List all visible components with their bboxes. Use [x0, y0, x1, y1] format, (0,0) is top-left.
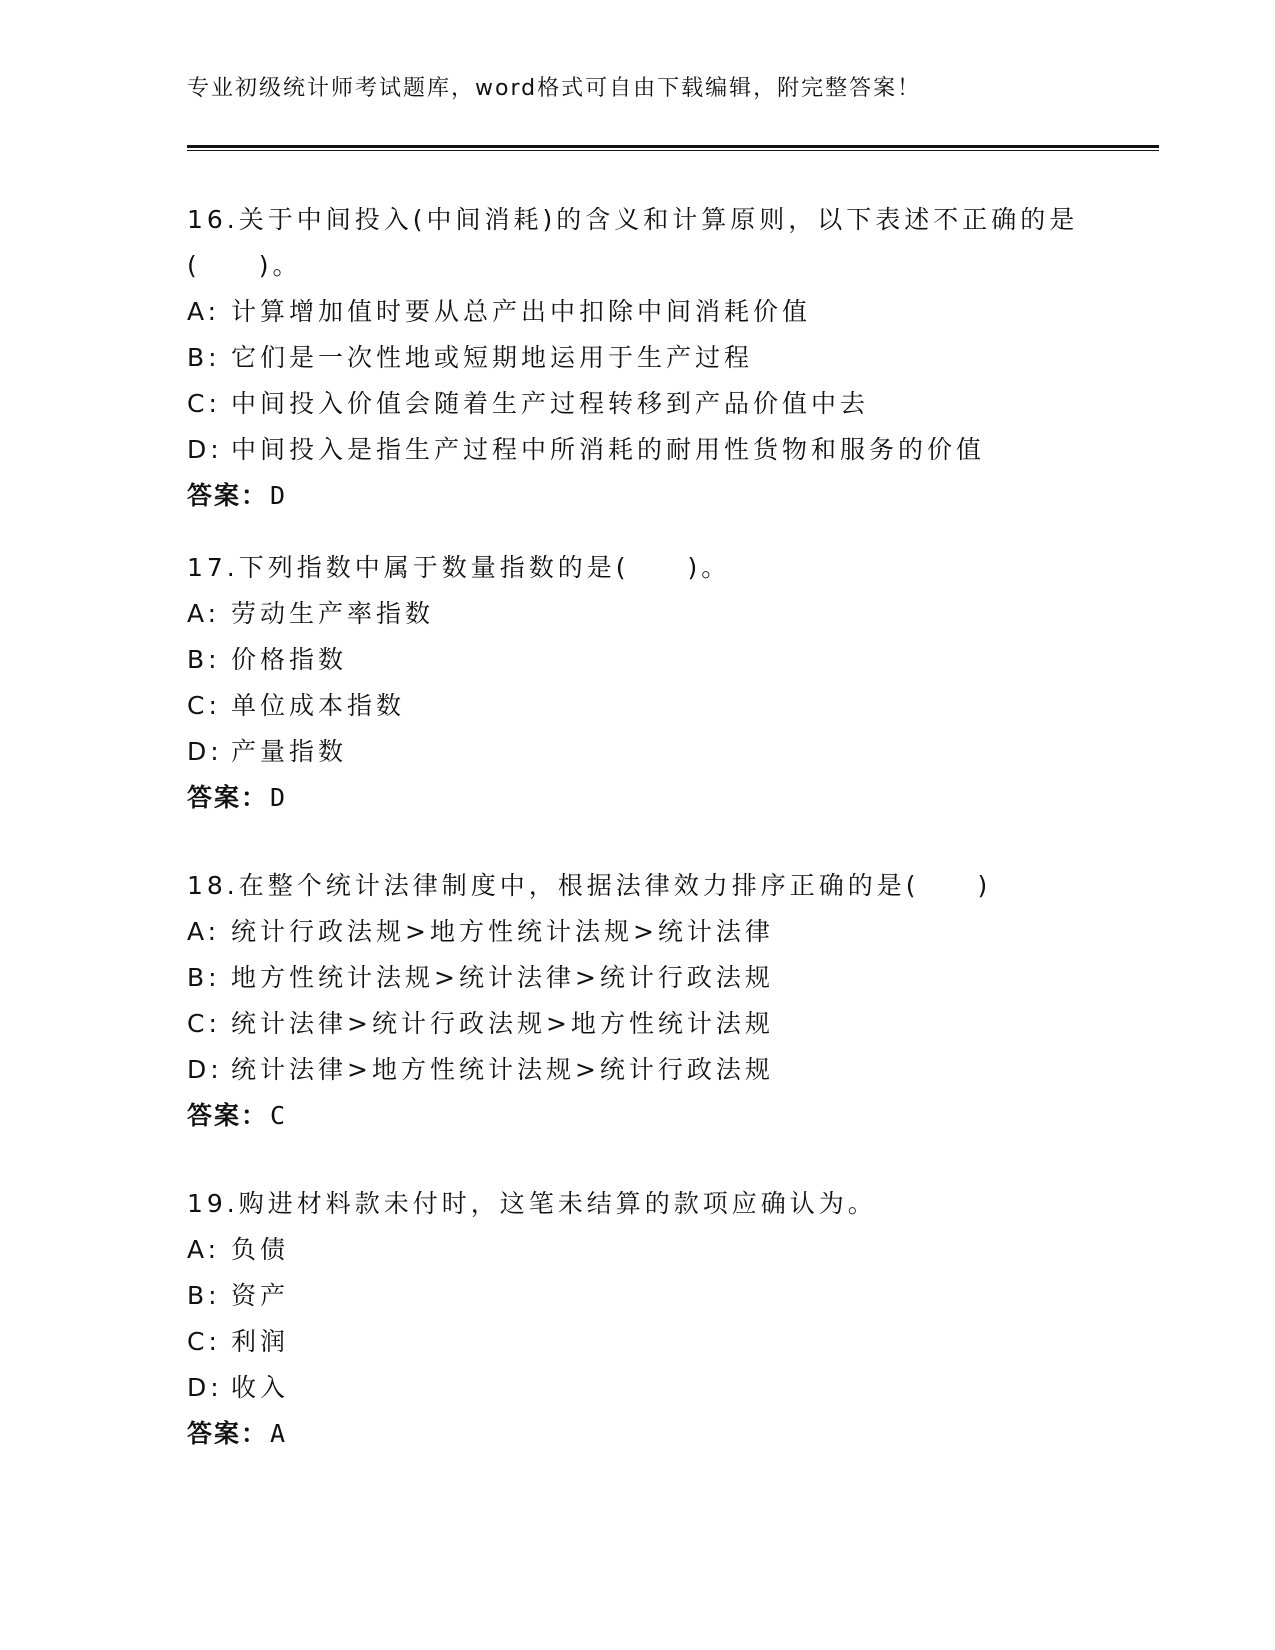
option-d	[187, 729, 1147, 775]
option-d	[187, 1365, 1147, 1411]
option-label: A:	[187, 297, 221, 326]
option-b	[187, 637, 1147, 683]
option-label: D:	[187, 1373, 223, 1402]
question-stem: 17.下列指数中属于数量指数的是( )。	[187, 553, 731, 582]
option-label: B:	[187, 343, 221, 372]
answer-line	[187, 473, 1147, 519]
option-label: D:	[187, 737, 223, 766]
option-text: 利润	[231, 1327, 290, 1356]
answer-label: 答案：	[187, 481, 269, 510]
option-text: 单位成本指数	[231, 691, 406, 720]
option-text: 资产	[231, 1281, 290, 1310]
answer-line	[187, 775, 1147, 821]
page-header: 专业初级统计师考试题库，word格式可自由下载编辑，附完整答案！	[187, 76, 922, 101]
question-16	[187, 197, 1147, 519]
option-text: 负债	[231, 1235, 290, 1264]
option-text: 地方性统计法规>统计法律>统计行政法规	[231, 963, 774, 992]
option-text: 它们是一次性地或短期地运用于生产过程	[231, 343, 754, 372]
option-b	[187, 1273, 1147, 1319]
question-stem: 19.购进材料款未付时，这笔未结算的款项应确认为。	[187, 1189, 877, 1218]
option-label: A:	[187, 1235, 221, 1264]
question-stem-continued: ( )。	[187, 251, 302, 280]
answer-value: C	[270, 1101, 288, 1130]
answer-label: 答案：	[187, 1419, 269, 1448]
option-label: B:	[187, 645, 221, 674]
option-label: B:	[187, 963, 221, 992]
option-c	[187, 683, 1147, 729]
option-c	[187, 1001, 1147, 1047]
option-label: D:	[187, 435, 223, 464]
option-c	[187, 381, 1147, 427]
option-d	[187, 427, 1147, 473]
option-label: A:	[187, 599, 221, 628]
option-text: 统计行政法规>地方性统计法规>统计法律	[231, 917, 774, 946]
option-text: 收入	[231, 1373, 290, 1402]
option-b	[187, 955, 1147, 1001]
option-label: C:	[187, 389, 221, 418]
option-text: 计算增加值时要从总产出中扣除中间消耗价值	[231, 297, 812, 326]
option-a	[187, 591, 1147, 637]
option-label: D:	[187, 1055, 223, 1084]
option-a	[187, 289, 1147, 335]
option-text: 统计法律>地方性统计法规>统计行政法规	[231, 1055, 774, 1084]
option-text: 产量指数	[231, 737, 348, 766]
option-b	[187, 335, 1147, 381]
header-rule-thin	[187, 150, 1159, 151]
option-text: 统计法律>统计行政法规>地方性统计法规	[231, 1009, 774, 1038]
option-text: 中间投入是指生产过程中所消耗的耐用性货物和服务的价值	[231, 435, 986, 464]
option-c	[187, 1319, 1147, 1365]
option-label: C:	[187, 1009, 221, 1038]
question-stem: 16.关于中间投入(中间消耗)的含义和计算原则，以下表述不正确的是	[187, 205, 1079, 234]
header-rule-thick	[187, 145, 1159, 148]
question-18	[187, 863, 1147, 1139]
answer-value: A	[270, 1419, 288, 1448]
question-19	[187, 1181, 1147, 1457]
answer-label: 答案：	[187, 783, 269, 812]
option-label: B:	[187, 1281, 221, 1310]
option-d	[187, 1047, 1147, 1093]
option-label: C:	[187, 691, 221, 720]
option-a	[187, 909, 1147, 955]
answer-value: D	[270, 783, 288, 812]
option-label: A:	[187, 917, 221, 946]
answer-line	[187, 1093, 1147, 1139]
answer-label: 答案：	[187, 1101, 269, 1130]
answer-value: D	[270, 481, 288, 510]
option-a	[187, 1227, 1147, 1273]
option-text: 价格指数	[231, 645, 348, 674]
question-stem: 18.在整个统计法律制度中，根据法律效力排序正确的是( )	[187, 871, 992, 900]
option-label: C:	[187, 1327, 221, 1356]
option-text: 中间投入价值会随着生产过程转移到产品价值中去	[231, 389, 870, 418]
answer-line	[187, 1411, 1147, 1457]
option-text: 劳动生产率指数	[231, 599, 435, 628]
question-17	[187, 545, 1147, 821]
